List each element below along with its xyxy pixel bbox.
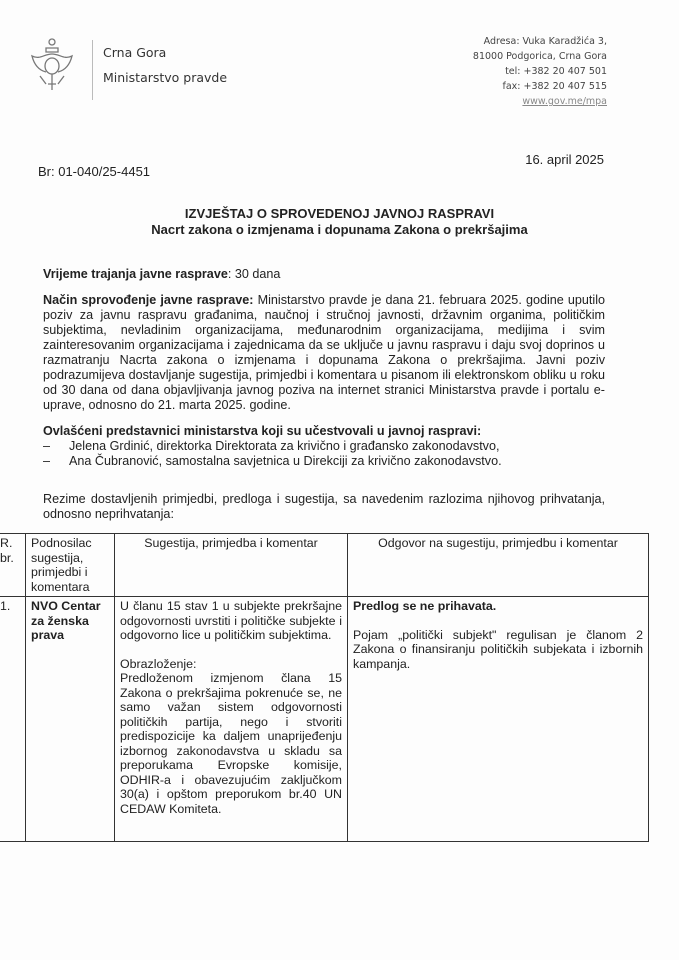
reference-number: Br: 01-040/25-4451 xyxy=(38,164,151,179)
method-text: Ministarstvo pravde je dana 21. februara 2025. godine uputilo poziv za javnu raspravu građanima, naučnoj i stručnoj javnosti, državnim organima, političkim subjektima, nevladinim organizacijama, međunarodnim organizacijama, medijima i svim zainteresovanim organizacijama i zajednicama da se uključe u javnu raspravu i daju svoj doprinos u razmatranju Nacrta zakona o izmjenama i dopunama Zakona o prekršajima. Javni poziv podrazumijeva dostavljanje sugestija, primjedbi i komentara u pisanom ili elektronskom obliku u roku od 30 dana od dana objavljivanja javnog poziva na internet stranici Ministarstva pravde i portalu e-uprave, odnosno do 21. marta 2025. godine. xyxy=(43,293,605,412)
suggestion-text: U članu 15 stav 1 u subjekte prekršajne odgovornosti uvrstiti i političke subjekte i odgovorno lice u političkim subjektima. xyxy=(120,599,342,642)
address-line: 81000 Podgorica, Crna Gora xyxy=(472,51,607,62)
address-block xyxy=(473,34,607,109)
address-line: Adresa: Vuka Karadžića 3, xyxy=(483,36,607,47)
coat-of-arms-logo xyxy=(30,36,74,94)
representative-item: – Jelena Grdinić, direktorka Direktorata za krivično i građansko zakonodavstvo, xyxy=(43,439,605,454)
table-header-row xyxy=(0,534,649,597)
duration-value: : 30 dana xyxy=(227,267,281,281)
ministry-name: Ministarstvo pravde xyxy=(103,70,228,85)
report-subtitle: Nacrt zakona o izmjenama i dopunama Zakona o prekršajima xyxy=(151,222,528,237)
country-name: Crna Gora xyxy=(103,45,167,60)
row-submitter: NVO Centar za ženska prava xyxy=(26,597,115,842)
header-response: Odgovor na sugestiju, primjedbu i komentar xyxy=(348,534,649,597)
reasoning-text: Predloženom izmjenom člana 15 Zakona o prekršajima pokrenuće se, ne samo važan sistem odgovornosti političkih partija, nego i stvoriti predispozicije ka daljem unaprijeđenju izbornog zakonodavstva u skladu sa preporukama Evropske komisije, ODHIR-a i obavezujućim zaključkom 30(a) i opštom preporukom br.40 UN CEDAW Komiteta. xyxy=(120,671,342,816)
header-divider xyxy=(92,40,93,100)
reasoning-label: Obrazloženje: xyxy=(120,656,197,671)
phone: tel: +382 20 407 501 xyxy=(505,66,607,77)
document-date: 16. april 2025 xyxy=(525,152,604,167)
method-label: Način sprovođenje javne rasprave: xyxy=(43,293,254,307)
duration-label: Vrijeme trajanja javne rasprave xyxy=(43,267,228,281)
header-suggestion: Sugestija, primjedba i komentar xyxy=(115,534,348,597)
duration xyxy=(43,267,605,282)
representatives-label: Ovlašćeni predstavnici ministarstva koji su učestvovali u javnoj raspravi: xyxy=(43,424,482,438)
header-submitter: Podnosilac sugestija, primjedbi i komentara xyxy=(26,534,115,597)
response-verdict: Predlog se ne prihavata. xyxy=(353,599,497,613)
representatives xyxy=(43,424,605,469)
method-paragraph xyxy=(43,293,605,413)
response-text: Pojam „politički subjekt" regulisan je članom 2 Zakona o finansiranju političkih subjekata i izbornih kampanja. xyxy=(353,627,643,671)
fax: fax: +382 20 407 515 xyxy=(502,81,607,92)
website-link[interactable]: www.gov.me/mpa xyxy=(522,96,607,107)
row-response xyxy=(348,597,649,842)
report-title: IZVJEŠTAJ O SPROVEDENOJ JAVNOJ RASPRAVI xyxy=(184,206,495,221)
row-number: 1. xyxy=(0,597,26,842)
comments-table xyxy=(0,533,649,842)
table-row xyxy=(0,597,649,842)
representative-item: – Ana Čubranović, samostalna savjetnica u Direkciji za krivično zakonodavstvo. xyxy=(43,454,605,469)
row-suggestion xyxy=(115,597,348,842)
summary-intro: Rezime dostavljenih primjedbi, predloga i sugestija, sa navedenim razlozima njihovog prihvatanja, odnosno neprihvatanja: xyxy=(43,492,605,521)
header-number: R. br. xyxy=(0,534,26,597)
